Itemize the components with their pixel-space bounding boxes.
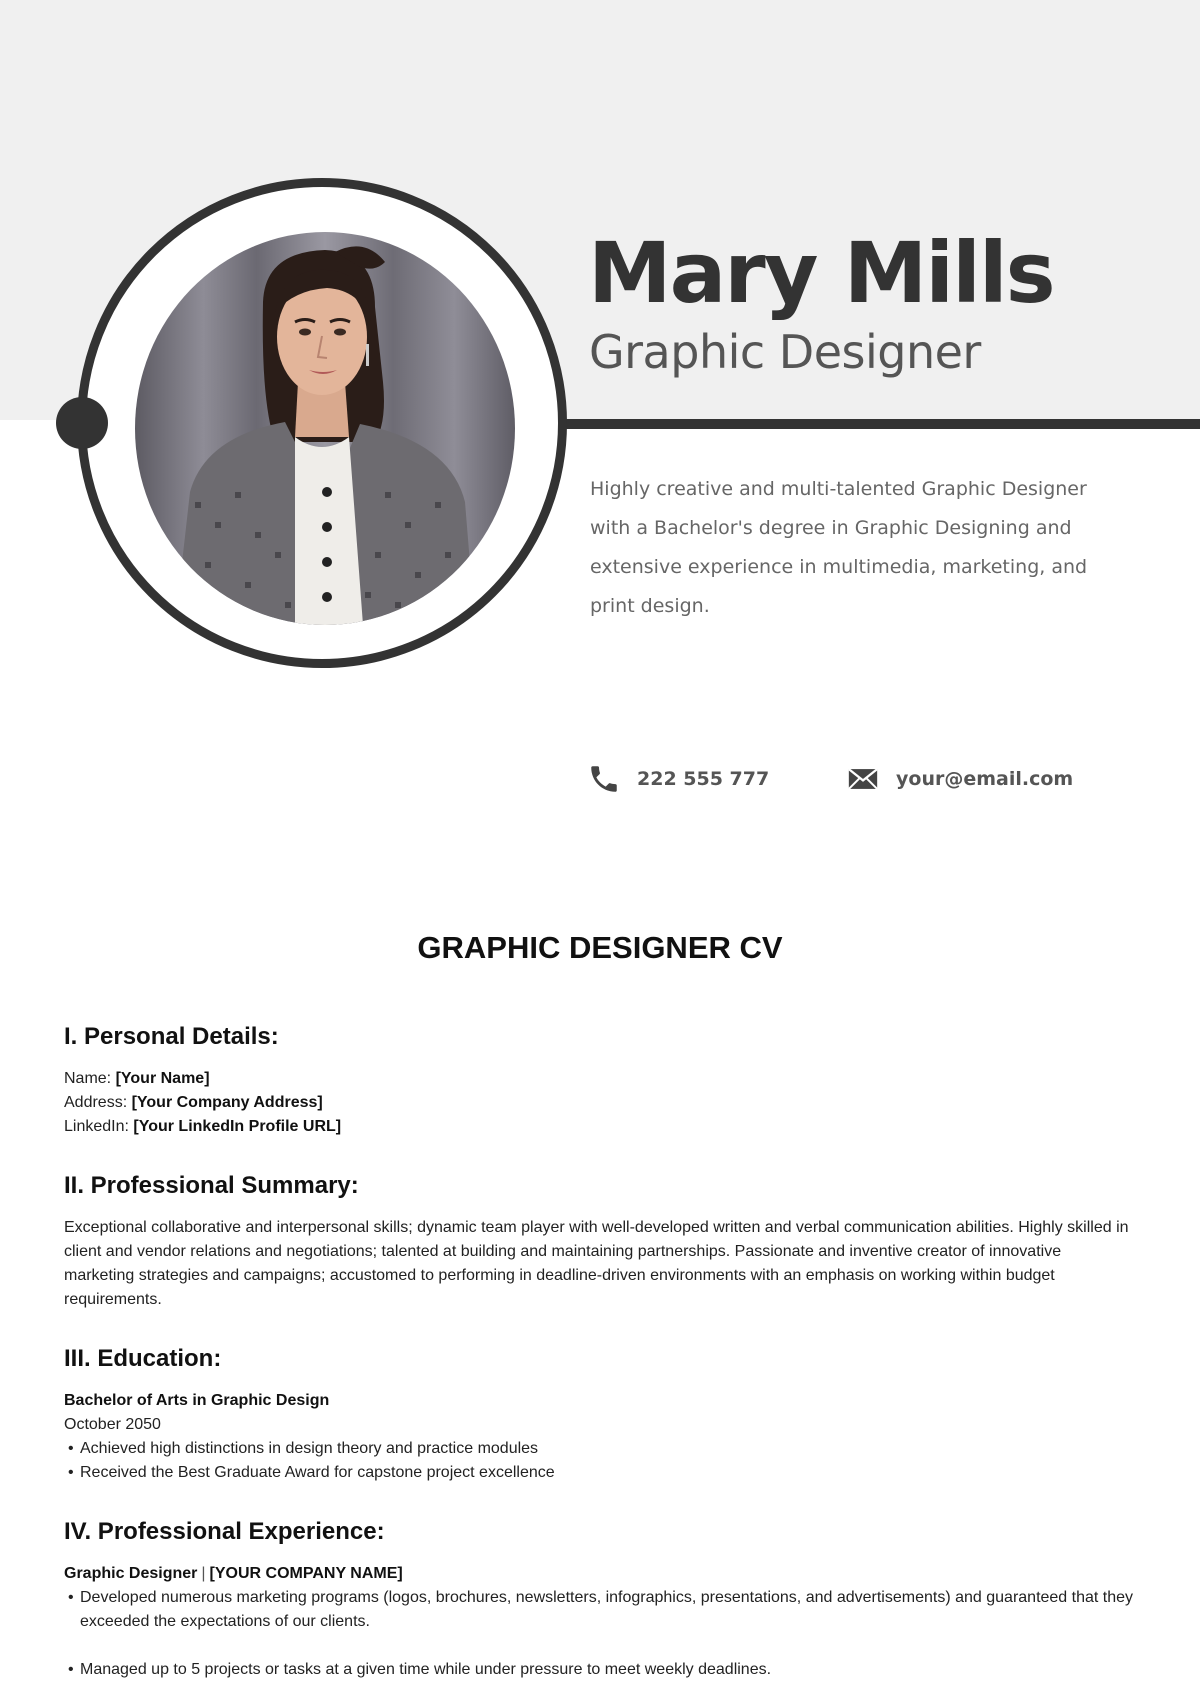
phone-number: 222 555 777	[637, 768, 770, 790]
ring-dot	[56, 397, 108, 449]
detail-address-value: [Your Company Address]	[131, 1094, 323, 1111]
detail-linkedin-value: [Your LinkedIn Profile URL]	[133, 1118, 342, 1135]
profile-name: Mary Mills	[588, 224, 1054, 322]
list-item: • Managed up to 5 projects or tasks at a given time while under pressure to meet weekly deadlines.	[64, 1658, 1144, 1682]
education-heading: III. Education:	[64, 1345, 222, 1372]
cv-document	[64, 930, 1144, 1682]
header-divider-line	[560, 419, 1200, 429]
phone-icon	[587, 762, 621, 796]
intro-text: Highly creative and multi-talented Graphic Designer with a Bachelor's degree in Graphic Designing and extensive experience in multimedia, marketing, and print design.	[590, 478, 1088, 617]
professional-summary-text: Exceptional collaborative and interpersonal skills; dynamic team player with well-developed written and verbal communication abilities. Highly skilled in client and vendor relations and negotiations; talented at building and maintaining partnerships. Passionate and inventive creator of innovative marketing strategies and campaigns; accustomed to performing in deadline-driven environments with an emphasis on working within budget requirements.	[64, 1219, 1129, 1308]
personal-details-heading: I. Personal Details:	[64, 1023, 279, 1050]
experience-heading: IV. Professional Experience:	[64, 1518, 385, 1545]
job-company: [YOUR COMPANY NAME]	[209, 1565, 403, 1582]
job-header: Graphic Designer | [YOUR COMPANY NAME]	[64, 1565, 403, 1582]
list-item: • Received the Best Graduate Award for capstone project excellence	[64, 1461, 1144, 1485]
detail-name: Name: [Your Name]	[64, 1070, 210, 1087]
detail-address: Address: [Your Company Address]	[64, 1094, 323, 1111]
email-contact	[846, 762, 1073, 796]
envelope-icon	[846, 762, 880, 796]
email-address: your@email.com	[896, 768, 1074, 790]
education-date: October 2050	[64, 1416, 161, 1433]
profile-role: Graphic Designer	[589, 325, 981, 379]
document-title: GRAPHIC DESIGNER CV	[417, 930, 783, 965]
education-bullets	[64, 1437, 1144, 1485]
job-title: Graphic Designer	[64, 1565, 198, 1582]
list-item: • Developed numerous marketing programs (logos, brochures, newsletters, infographics, presentations, and advertisements) and guaranteed that they exceeded the expectations of our clients.	[64, 1586, 1144, 1634]
profile-photo	[135, 232, 515, 625]
professional-summary-heading: II. Professional Summary:	[64, 1172, 359, 1199]
list-item: • Achieved high distinctions in design theory and practice modules	[64, 1437, 1144, 1461]
detail-linkedin: LinkedIn: [Your LinkedIn Profile URL]	[64, 1118, 342, 1135]
experience-bullets	[64, 1586, 1144, 1682]
phone-contact	[587, 762, 769, 796]
education-degree: Bachelor of Arts in Graphic Design	[64, 1392, 330, 1409]
detail-name-value: [Your Name]	[115, 1070, 210, 1087]
